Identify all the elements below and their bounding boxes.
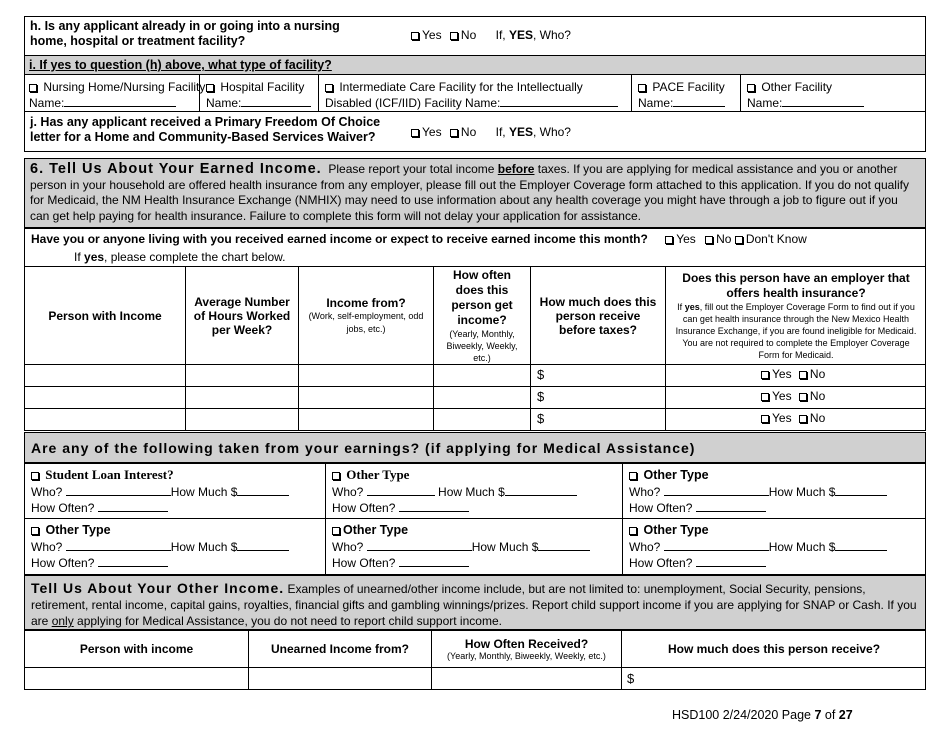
yes-checkbox[interactable] [761, 371, 769, 379]
who-field[interactable] [367, 485, 435, 496]
question-j-options: Yes No If, YES, Who? [411, 125, 571, 139]
deduction-other-type-1: Other Type Who? How Much $ How Often? [332, 467, 577, 517]
how-often-field[interactable] [696, 556, 766, 567]
no-checkbox[interactable] [799, 371, 807, 379]
earned-income-question: Have you or anyone living with you received earned income or expect to receive earned income this month? Yes No Don't Know [31, 232, 807, 246]
yes-label: Yes [422, 28, 442, 42]
yes-checkbox[interactable] [411, 32, 419, 40]
question-h-text: h. Is any applicant already in or going into a nursing home, hospital or treatment facility? [30, 19, 340, 48]
no-checkbox[interactable] [705, 236, 713, 244]
how-much-field[interactable] [538, 540, 590, 551]
hospital-checkbox[interactable] [206, 84, 214, 92]
page-footer: HSD100 2/24/2020 Page 7 of 27 [672, 708, 853, 722]
nursing-home-checkbox[interactable] [29, 84, 37, 92]
no-checkbox[interactable] [799, 393, 807, 401]
deductions-title: Are any of the following taken from your earnings? (if applying for Medical Assistance) [31, 440, 696, 456]
deduction-student-loan: Student Loan Interest? Who? How Much $ How Often? [31, 467, 289, 517]
col-hours-worked: Average Number of Hours Worked per Week? [193, 294, 291, 337]
question-j-text: j. Has any applicant received a Primary Freedom Of Choice letter for a Home and Community-Based Services Waiver? [30, 115, 381, 144]
amount-dollar: $ [537, 411, 545, 426]
nursing-home-name-field[interactable] [64, 96, 176, 107]
how-much-field[interactable] [237, 540, 289, 551]
who-field[interactable] [66, 540, 171, 551]
who-field[interactable] [664, 485, 769, 496]
how-often-field[interactable] [98, 556, 168, 567]
dont-know-checkbox[interactable] [735, 236, 743, 244]
no-checkbox[interactable] [450, 32, 458, 40]
facility-nursing-home: Nursing Home/Nursing Facility Name: [29, 80, 206, 110]
col-unearned-income-from: Unearned Income from? [270, 642, 410, 656]
who-field[interactable] [367, 540, 472, 551]
who-field[interactable] [664, 540, 769, 551]
how-often-field[interactable] [399, 501, 469, 512]
no-checkbox[interactable] [799, 415, 807, 423]
deduction-other-type-5: Other Type Who? How Much $ How Often? [629, 522, 887, 572]
col-person-with-income: Person with Income [48, 308, 162, 323]
amount-dollar: $ [537, 367, 545, 382]
section-6-intro: 6. Tell Us About Your Earned Income. Please report your total income before taxes. If you are applying for medical assistance and you or another person in your household are offered health insurance from any employer, please fill out the Employer Coverage form attached to this application. If you do not qualify for Medicaid, the NM Health Insurance Exchange (NMHIX) may need to use information about any health coverage you might have through a job to figure out if you can get help paying for health insurance. Failure to complete this form will not delay your application for assistance. [30, 161, 909, 223]
section-6-title: 6. Tell Us About Your Earned Income. [30, 161, 322, 177]
col-amount-before-taxes: How much does this person receive before taxes? [539, 294, 657, 337]
how-often-field[interactable] [399, 556, 469, 567]
how-often-field[interactable] [696, 501, 766, 512]
no-label: No [460, 28, 477, 42]
question-i-text: i. If yes to question (h) above, what type of facility? [29, 58, 332, 72]
yes-checkbox[interactable] [761, 393, 769, 401]
col-employer-insurance: Does this person have an employer that offers health insurance? If yes, fill out the Employer Coverage Form to find out if you can get health insurance through the New Mexico Health Insurance Exchange, if you are found ineligible for Medicaid. You are not required to complete the Employer Coverage Form for Medicaid. [675, 270, 917, 360]
hospital-name-field[interactable] [241, 96, 311, 107]
col-person-with-income: Person with income [79, 642, 194, 656]
yes-checkbox[interactable] [411, 129, 419, 137]
icf-name-field[interactable] [500, 96, 618, 107]
col-income-from: Income from? (Work, self-employment, odd jobs, etc.) [308, 295, 424, 334]
amount-dollar: $ [627, 671, 635, 686]
icf-checkbox[interactable] [325, 84, 333, 92]
amount-dollar: $ [537, 389, 545, 404]
who-field[interactable] [66, 485, 171, 496]
employer-insurance-options: Yes No [761, 411, 825, 425]
employer-insurance-options: Yes No [761, 367, 825, 381]
other-type-checkbox[interactable] [332, 527, 340, 535]
how-much-field[interactable] [835, 540, 887, 551]
how-much-field[interactable] [505, 485, 577, 496]
other-type-checkbox[interactable] [332, 472, 340, 480]
deduction-other-type-3: Other Type Who? How Much $ How Often? [31, 522, 289, 572]
other-facility-checkbox[interactable] [747, 84, 755, 92]
question-h-options [411, 28, 571, 42]
student-loan-checkbox[interactable] [31, 472, 39, 480]
other-income-title: Tell Us About Your Other Income. [31, 580, 285, 596]
pace-name-field[interactable] [673, 96, 725, 107]
employer-insurance-options: Yes No [761, 389, 825, 403]
if-yes-who: If, YES, Who? [495, 28, 571, 42]
other-income-intro: Tell Us About Your Other Income. Examples of unearned/other income include, but are not limited to: unemployment, Social Security, pensions, retirement, rental income, capital gains, royalties, financial gifts and gambling winnings/prizes. Report child support income if you are applying for SNAP or Cash. If you are only applying for Medical Assistance, you do not need to report child support income. [31, 580, 917, 628]
col-how-often-received: How Often Received? (Yearly, Monthly, Biweekly, Weekly, etc.) [447, 637, 606, 661]
col-how-much-receive: How much does this person receive? [667, 642, 881, 656]
other-type-checkbox[interactable] [629, 472, 637, 480]
how-much-field[interactable] [237, 485, 289, 496]
how-often-field[interactable] [98, 501, 168, 512]
other-facility-name-field[interactable] [782, 96, 864, 107]
col-how-often: How often does this person get income? (Yearly, Monthly, Biweekly, Weekly, etc.) [446, 267, 518, 363]
yes-checkbox[interactable] [665, 236, 673, 244]
no-checkbox[interactable] [450, 129, 458, 137]
facility-icf-iid: Intermediate Care Facility for the Intellectually Disabled (ICF/IID) Facility Name: [325, 79, 618, 111]
facility-pace: PACE Facility Name: [638, 80, 725, 110]
yes-checkbox[interactable] [761, 415, 769, 423]
facility-hospital: Hospital Facility Name: [206, 79, 311, 111]
deduction-other-type-4: Other Type Who? How Much $ How Often? [332, 522, 590, 572]
other-type-checkbox[interactable] [629, 527, 637, 535]
deduction-other-type-2: Other Type Who? How Much $ How Often? [629, 467, 887, 517]
if-yes-instruction: If yes, please complete the chart below. [74, 250, 286, 264]
pace-checkbox[interactable] [638, 84, 646, 92]
facility-other: Other Facility Name: [747, 79, 864, 111]
how-much-field[interactable] [835, 485, 887, 496]
other-type-checkbox[interactable] [31, 527, 39, 535]
